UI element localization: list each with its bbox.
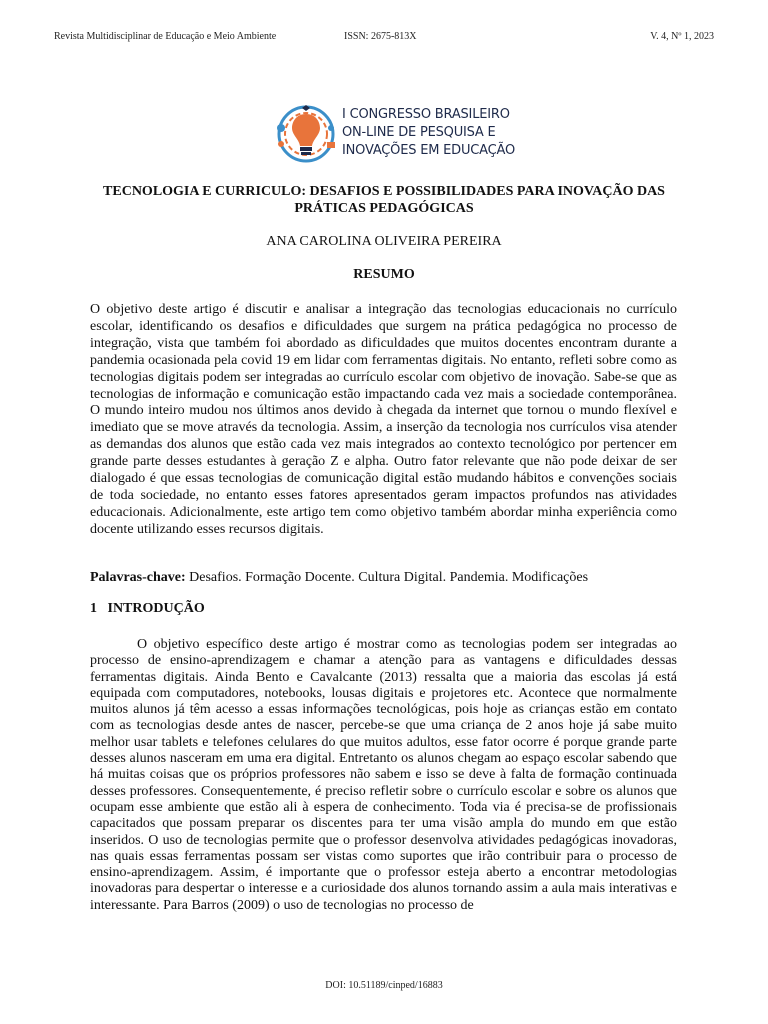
volume-info: V. 4, Nº 1, 2023 [650,31,714,42]
section-body: O objetivo específico deste artigo é mostrar como as tecnologias podem ser integradas ao processo de ensino-aprendizagem e chamar a atenção para as vantagens e dificuldades dessas ferramentas digitais. Ainda Bento e Cavalcante (2013) ressalta que a maioria das escolas já está equipada com computadores, notebooks, lousas digitais e projetores etc. Acontece que normalmente muitos alunos já têm acesso a essas informações tecnológicas, pois hoje as crianças estão em contato com as tecnologias desde antes de nascer, percebe-se que uma criança de 2 anos hoje já sabe muito melhor usar tablets e telefones celulares do que muitos adultos, esse fator ocorre é porque grande parte desses alunos nasceram em uma era digital. Entretanto os alunos chegam ao espaço escolar sabendo que há muitas coisas que os próprios professores não sabem e isso se deve à falta de formação continuada desses professores. Consequentemente, é preciso refletir sobre o currículo escolar e sobre os alunos que ocupam esse ambiente que estão ali à espera de conhecimento. Toda via é precisa-se de profissionais capacitados que possam preparar os discentes para ter uma visão ampla do mundo em que estão inseridos. O uso de tecnologias permite que o professor desenvolva atividades pedagógicas inovadoras, nas quais essas ferramentas possam ser vistas como suportes que irão contribuir para o processo de ensino-aprendizagem. Assim, é importante que o professor esteja aberto a encontrar metodologias inovadoras para despertar o interesse e a curiosidade dos alunos tornando assim a aula mais interativas e interessante. Para Barros (2009) o uso de tecnologias no processo de [90,637,677,913]
congress-logo [272,100,516,168]
logo-line-1: I CONGRESSO BRASILEIRO [342,107,510,122]
keywords-text: Desafios. Formação Docente. Cultura Digital. Pandemia. Modificações [185,570,589,585]
article-title: TECNOLOGIA E CURRICULO: DESAFIOS E POSSIBILIDADES PARA INOVAÇÃO DAS PRÁTICAS PEDAGÓGICAS [103,184,665,216]
section-heading: 1 INTRODUÇÃO [90,601,205,616]
keywords [90,569,677,586]
doi-footer: DOI: 10.51189/cinped/16883 [325,980,443,991]
issn: ISSN: 2675-813X [344,31,417,42]
logo-line-2: ON-LINE DE PESQUISA E [342,125,496,140]
journal-name: Revista Multidisciplinar de Educação e Meio Ambiente [54,31,277,42]
logo-line-3: INOVAÇÕES EM EDUCAÇÃO [342,143,516,158]
abstract-heading: RESUMO [353,267,415,282]
lightbulb-logo-icon [272,100,340,168]
keywords-label: Palavras-chave: [90,570,186,585]
abstract-text: O objetivo deste artigo é discutir e analisar a integração das tecnologias educacionais no currículo escolar, identificando os desafios e dificuldades que surgem na prática pedagógica no processo de integração, vista que também foi abordado as dificuldades que muitos docentes encontram durante a pandemia ocasionada pela covid 19 em lidar com ferramentas digitais. No entanto, refleti sobre como as tecnologias digitais podem ser integradas ao currículo escolar com objetivo de inovação. Sabe-se que as tecnologias de informação e comunicação estão impactando cada vez mais a sociedade contemporânea. O mundo inteiro mudou nos últimos anos devido à chegada da internet que tornou o mundo flexível e imediato que se move através da tecnologia. Assim, a inserção da tecnologia nos currículos visa atender as demandas dos alunos que estão cada vez mais integrados ao contexto tecnológico por pertencer em grande parte desses estudantes à geração Z e alpha. Outro fator relevante que não pode deixar de ser dialogado é que essas tecnologias de comunicação digital estão mudando hábitos e convenções sociais de toda sociedade, no entanto esses fatores apresentados geram impactos profundos nas atividades educacionais. Adicionalmente, este artigo tem como objetivo também abordar minha experiência como docente utilizando esses recursos digitais. [90,302,677,537]
author-name: ANA CAROLINA OLIVEIRA PEREIRA [266,234,502,249]
